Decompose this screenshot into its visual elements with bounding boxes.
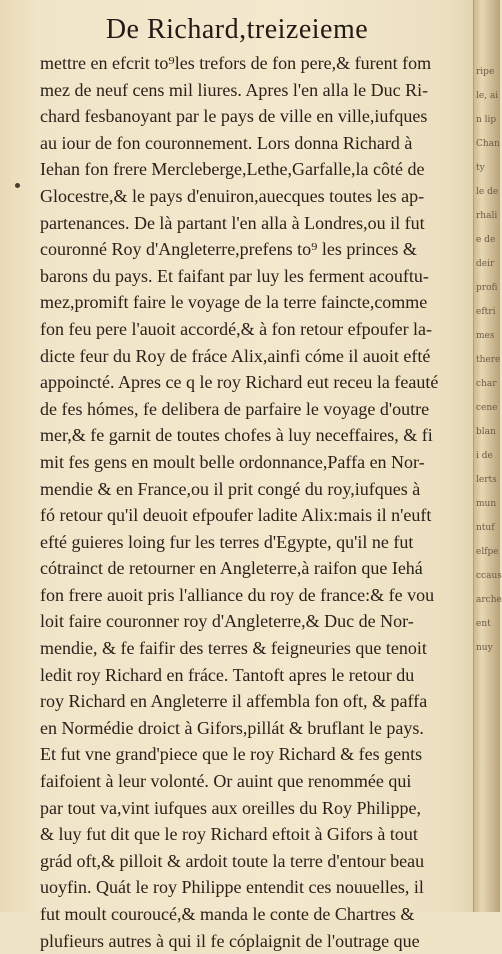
margin-note: mun — [476, 499, 497, 509]
text-line: fut moult couroucé,& manda le conte de Chartres & — [40, 904, 415, 924]
text-line: loit faire couronner roy d'Angleterre,& Duc de Nor- — [40, 611, 414, 632]
margin-note: mes — [476, 331, 495, 341]
text-line: Iehan fon frere Mercleberge,Lethe,Garfalle,la côté de — [40, 159, 425, 180]
text-line: mendie, & fe faifir des terres & feigneuries que tenoit — [40, 638, 427, 659]
text-line: fó retour qu'il deuoit efpoufer ladite Alix:mais il n'euft — [40, 505, 432, 526]
margin-note: arche — [476, 595, 502, 605]
text-line: mez de neuf cens mil liures. Apres l'en alla le Duc Ri- — [40, 79, 429, 100]
margin-note: n lip — [476, 115, 497, 125]
facing-page-edge — [473, 0, 500, 912]
text-line: fon frere auoit pris l'alliance du roy de france:& fe vou — [40, 584, 435, 605]
margin-notes — [476, 60, 502, 660]
text-line: ledit roy Richard en fráce. Tantoft apres le retour du — [40, 664, 415, 685]
margin-note: deir — [476, 259, 495, 269]
margin-note: le, ai — [476, 91, 499, 101]
text-line: & luy fut dit que le roy Richard eftoit à Gifors à tout — [40, 824, 418, 845]
text-line: chard fesbanoyant par le pays de ville en ville,iufques — [40, 106, 428, 127]
text-line: roy Richard en Angleterre il affembla fon oft, & paffa — [40, 691, 428, 712]
text-line: faifoient à leur volonté. Or auint que renommée qui — [40, 771, 412, 792]
text-line: Glocestre,& le pays d'enuiron,auecques toutes les ap- — [40, 185, 425, 206]
margin-note: there — [476, 355, 501, 365]
margin-note: ccaus — [476, 571, 502, 581]
ink-mark — [15, 183, 20, 188]
text-line: mer,& fe garnit de toutes chofes à luy neceffaires, & fi — [40, 425, 433, 446]
text-line: dicte feur du Roy de fráce Alix,ainfi cóme il auoit efté — [40, 345, 431, 366]
text-line: en Normédie droict à Gifors,pillát & bruflant le pays. — [40, 717, 424, 738]
body-text — [40, 50, 470, 954]
text-line: mit fes gens en moult belle ordonnance,Paffa en Nor- — [40, 451, 425, 472]
margin-note: cene — [476, 403, 498, 413]
text-line: par tout va,vint iufques aux oreilles du Roy Philippe, — [40, 797, 421, 818]
margin-note: ty — [476, 163, 485, 173]
margin-note: eftri — [476, 307, 496, 317]
margin-note: e de — [476, 235, 496, 245]
margin-note: Chan — [476, 139, 500, 149]
text-line: efté guieres loing fur les terres d'Egypte, qu'il ne fut — [40, 531, 414, 552]
text-line: barons du pays. Et faifant par luy les ferment acouftu- — [40, 265, 429, 286]
margin-note: rhali — [476, 211, 498, 221]
margin-note: lerts — [476, 475, 497, 485]
text-line: partenances. De là partant l'en alla à Londres,ou il fut — [40, 212, 425, 233]
text-line: cótrainct de retourner en Angleterre,à raifon que Iehá — [40, 558, 423, 579]
margin-note: ripe — [476, 67, 495, 77]
text-line: appoincté. Apres ce q le roy Richard eut receu la feauté — [40, 372, 439, 393]
margin-note: le de — [476, 187, 499, 197]
margin-note: elfpe — [476, 547, 499, 557]
margin-note: nuy — [476, 643, 493, 653]
text-line: mendie & en France,ou il prit congé du roy,iufques à — [40, 478, 421, 499]
text-line: couronné Roy d'Angleterre,prefens to⁹ les princes & — [40, 239, 417, 260]
margin-note: blan — [476, 427, 496, 437]
text-line: au iour de fon couronnement. Lors donna Richard à — [40, 132, 413, 153]
text-line: mez,promift faire le voyage de la terre faincte,comme — [40, 292, 428, 313]
text-line: uoyfin. Quát le roy Philippe entendit ces nouuelles, il — [40, 877, 424, 898]
text-line: fon feu pere l'auoit accordé,& à fon retour efpoufer la- — [40, 318, 433, 339]
text-line: Et fut vne grand'piece que le roy Richard & fes gents — [40, 744, 423, 765]
running-header: De Richard,treizeieme — [105, 14, 369, 45]
text-line: grád oft,& pilloit & ardoit toute la terre d'entour beau — [40, 850, 425, 871]
text-line: de fes hómes, fe delibera de parfaire le voyage d'outre — [40, 398, 430, 419]
margin-note: ent — [476, 619, 491, 629]
margin-note: ntuf — [476, 523, 495, 533]
margin-note: char — [476, 379, 497, 389]
margin-note: profi — [476, 283, 498, 293]
text-line: plufieurs autres à qui il fe cóplaignit de l'outrage que — [40, 930, 420, 951]
margin-note: i de — [476, 451, 493, 461]
text-line: mettre en efcrit to⁹les trefors de fon pere,& furent fom — [40, 53, 432, 73]
